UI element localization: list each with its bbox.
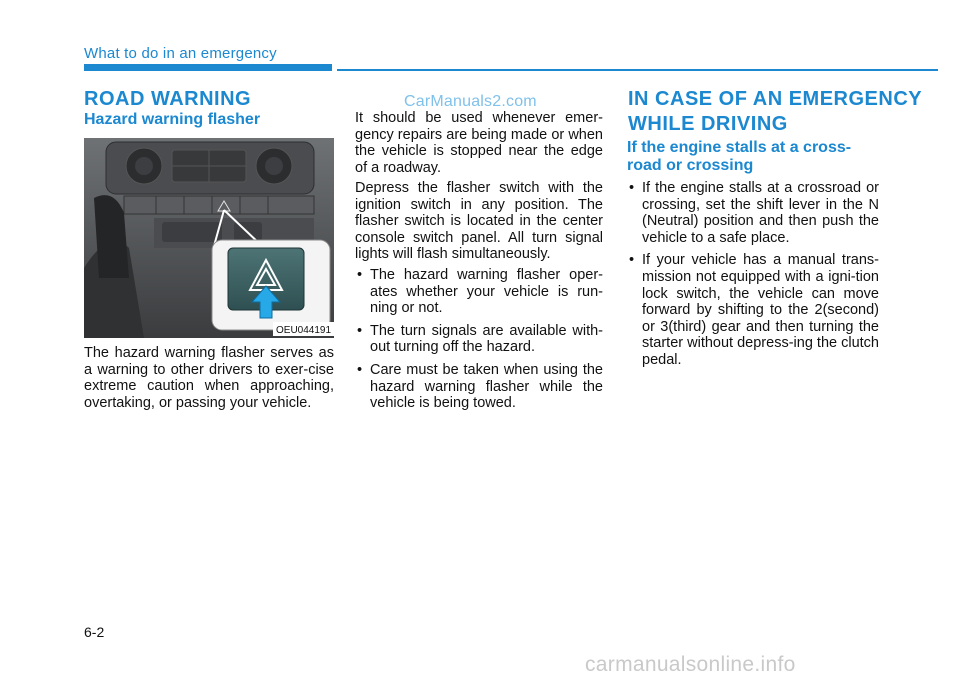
header-rule (337, 69, 938, 71)
list-item: • If the engine stalls at a crossroad or crossing, set the shift lever in the N (Neutral) position and then push the vehicle to a safe place. (627, 180, 879, 246)
page-number: 6-2 (84, 624, 105, 640)
list-item: • The turn signals are available with-out turning off the hazard. (355, 323, 603, 356)
list-item: • Care must be taken when using the hazard warning flasher while the vehicle is being towed. (355, 362, 603, 412)
subtitle-engine-stalls: If the engine stalls at a cross-road or crossing (627, 139, 852, 174)
watermark-bottom: carmanualsonline.info (585, 653, 796, 676)
middle-paragraph-1: It should be used whenever emer-gency repairs are being made or when the vehicle is stopped near the edge of a roadway. (355, 110, 603, 176)
header-accent-bar (84, 64, 332, 71)
section-header: What to do in an emergency (84, 45, 277, 62)
section-title-road-warning: ROAD WARNING (84, 88, 252, 110)
engine-stall-bullet-list (627, 180, 879, 375)
subtitle-hazard-flasher: Hazard warning flasher (84, 111, 261, 128)
section-title-line-1: IN CASE OF AN EMERGENCY (628, 88, 923, 110)
hazard-flasher-paragraph: The hazard warning flasher serves as a warning to other drivers to exer-cise extreme caution when approaching, overtaking, or passing your vehicle. (84, 345, 334, 411)
watermark-top: CarManuals2.com (404, 93, 537, 110)
hazard-bullet-list (355, 267, 603, 418)
figure-code-label: OEU044191 (276, 325, 332, 336)
list-item: • The hazard warning flasher oper-ates whether your vehicle is run-ning or not. (355, 267, 603, 317)
section-title-emergency (628, 87, 922, 137)
list-item: • If your vehicle has a manual trans-mission not equipped with a igni-tion lock switch, the vehicle can move forward by shifting to the 2(second) or 3(third) gear and then turning the starter without depress-ing the clutch pedal. (627, 252, 879, 368)
hazard-switch-figure (84, 138, 334, 338)
middle-paragraph-2: Depress the flasher switch with the ignition switch in any position. The flasher switch is located in the center console switch panel. All turn signal lights will flash simultaneously. (355, 180, 603, 263)
section-title-line-2: WHILE DRIVING (628, 113, 788, 135)
